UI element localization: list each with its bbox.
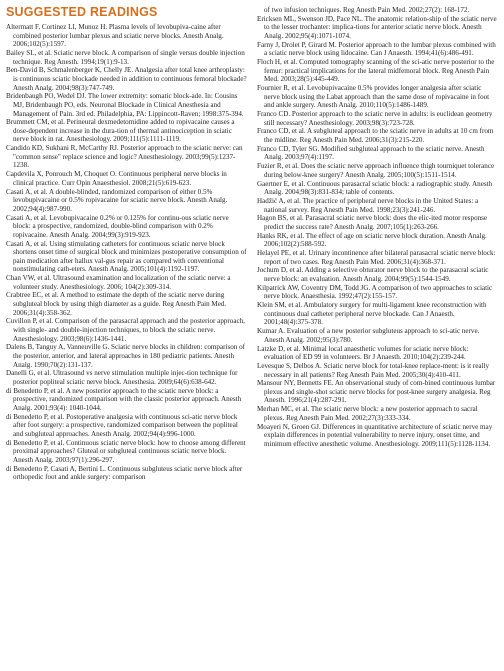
reference-item: Farny J, Drolet P, Girard M. Posterior approach to the lumbar plexus combined with a sciatic nerve block using lidocaine. Can J Anaesth. 1994;41(6):486-491. <box>257 40 496 58</box>
reference-item: Kumar A. Evaluation of a new posterior subgluteus approach to sci-atic nerve. Anesth Analg. 2002;95(3):780. <box>257 327 480 344</box>
reference-item: Dalens B, Tanguy A, Vanneuville G. Sciatic nerve blocks in children: comparison of the posterior, anterior, and lateral approaches in 180 pediatric patients. Anesth Analg. 1990;70(2):131-137. <box>6 343 245 369</box>
reference-item: Casati A, et al. A double-blinded, randomized comparison of either 0.5% levobupivacaine or 0.5% ropivacaine for sciatic nerve block. Anesth Analg. 2002;94(4):987-990. <box>6 187 228 213</box>
reference-item: Cuvillon P, et al. Comparison of the parasacral approach and the posterior approach, with single- and double-injection techniques, to block the sciatic nerve. Anesthesiology. 2003;98(6):1436-1441. <box>6 317 245 343</box>
reference-item: Casati A, et al. Using stimulating catheters for continuous sciatic nerve block shortens onset time of surgical block and minimizes postoperative consumption of pain medication after hallux val-gus repair as compared with conventional nonstimulating cath-eters. Anesth Analg. 2005;101(4):1192-1197. <box>6 239 247 274</box>
reference-item: Hadžić A, et al. The practice of peripheral nerve blocks in the United States: a national survey. Reg Anesth Pain Med. 1998;23(3):241-246. <box>257 196 479 214</box>
reference-item: Hanks RK, et al. The effect of age on sciatic nerve block duration. Anesth Analg. 2006;102(2):588-592. <box>257 231 487 249</box>
reference-item: Casati A, et al. Levobupivacaine 0.2% or 0.125% for continu-ous sciatic nerve block: a prospective, randomized, double-blind comparison with 0.2% ropivacaine. Anesth Analg. 2004;99(3):919-923. <box>6 213 229 239</box>
right-reference-list <box>257 15 498 449</box>
reference-item: Altermatt F, Cortinez LI, Munoz H. Plasma levels of levobupiva-caine after combined posterior lumbar plexus and sciatic nerve blocks. Anesth Analg. 2006;102(5):1597. <box>6 23 224 49</box>
reference-item: Bridenbaugh PO, Wedel DJ. The lower extremity: somatic block-ade. In: Cousins MJ, Bridenbaugh PO, eds. Neuronal Blockade in Clinical Anesthesia and Management of Pain. 3rd ed. Philadelphia, PA: Lippincott-Raven; 1998:375-394. <box>6 92 244 118</box>
reference-item: Danelli G, et al. Ultrasound vs nerve stimulation multiple injec-tion technique for posterior popliteal sciatic nerve block. Anesthesia. 2009;64(6):638-642. <box>6 369 238 386</box>
reference-item: Hagon BS, et al. Parasacral sciatic nerve block: does the elic-ited motor response predict the success rate? Anesth Analg. 2007;105(1):263-266. <box>257 214 488 231</box>
reference-item: Franco CD, Tyler SG. Modified subgluteal approach to the sciatic nerve. Anesth Analg. 2003;97(4):1197. <box>257 144 485 162</box>
reference-item: Ericksen ML, Swenson JD, Pace NL. The anatomic relation-ship of the sciatic nerve to the lesser trochanter: implica-tions for anterior sciatic nerve block. Anesth Analg. 2002;95(4):1071-1074. <box>257 14 497 40</box>
reference-item: Latzke D, et al. Minimal local anaesthetic volumes for sciatic nerve block: evaluation of ED 99 in volunteers. Br J Anaesth. 2010;104(2):239-244. <box>257 344 469 362</box>
section-heading: SUGGESTED READINGS <box>6 5 158 19</box>
reference-item: di Benedetto P, et al. A new posterior approach to the sciatic nerve block: a prospective, randomized comparison with the classic posterior approach. Anesth Analg. 2001;93(4): 1040-1044. <box>6 386 242 412</box>
reference-item: Mansour NY, Bennetts FE. An observational study of com-bined continuous lumbar plexus and single-shot sciatic nerve blocks for post-knee surgery analgesia. Reg Anesth. 1996;21(4):287-291. <box>257 379 496 405</box>
reference-item: Candido KD, Sukhani R, McCarthy RJ. Posterior approach to the sciatic nerve: can "common sense" replace science and logic? Anesthesiology. 2003;99(5):1237-1238. <box>6 144 243 170</box>
reference-item: Floch H, et al. Computed tomography scanning of the sci-atic nerve posterior to the femur: practical implications for the lateral midfemoral block. Reg Anesth Pain Med. 2003;28(5):445-449. <box>257 58 495 84</box>
reference-item: Crabtree EC, et al. A method to estimate the depth of the sciatic nerve during subgluteal block by using thigh diameter as a guide. Reg Anesth Pain Med. 2006;31(4):358-362. <box>6 291 227 317</box>
reference-item: Bailey SL, et al. Sciatic nerve block. A comparison of single versus double injection technique. Reg Anesth. 1994;19(1):9-13. <box>6 48 245 66</box>
reference-item: Kilpatrick AW, Coventry DM, Todd JG. A comparison of two approaches to sciatic nerve block. Anaesthesia. 1992;47(2):155-157. <box>257 283 493 301</box>
reference-item: di Benedetto P, et al. Continuous sciatic nerve block: how to choose among different proximal approaches? Gluteal or subgluteal continuous sciatic nerve block. Anesth Analg. 2003;97(1):296-297. <box>6 438 246 464</box>
left-column <box>6 6 247 671</box>
reference-item: di Benedetto P, et al. Postoperative analgesia with continuous sci-atic nerve block after foot surgery: a prospective, randomized comparison between the popliteal and subgluteal approaches. Anesth Analg. 2002;94(4):996-1000. <box>6 412 238 438</box>
reference-item: Moayeri N, Groen GJ. Differences in quantitative architecture of sciatic nerve may explain differences in potential vulnerability to nerve injury, onset time, and minimum effective anesthetic volume. Anesthesiology. 2009;111(5):1128-1134. <box>257 422 493 448</box>
reference-item: Chan VW, et al. Ultrasound examination and localization of the sciatic nerve: a volunteer study. Anesthesiology. 2006; 104(2):309-314. <box>6 274 231 291</box>
reference-item: Ben-David B, Schmalenberger K, Chelly JE. Analgesia after total knee arthroplasty: is continuous sciatic blockade needed in addition to continuous femoral blockade? Anesth Analg. 2004;98(3):747-749. <box>6 66 247 92</box>
reference-item: Jochum D, et al. Adding a selective obturator nerve block to the parasacral sciatic nerve block: an evaluation. Anesth Analg. 2004;99(5):1544-1549. <box>257 266 489 284</box>
reference-item: Capdevila X, Ponrouch M, Choquet O. Continuous peripheral nerve blocks in clinical practice. Curr Opin Anaesthesiol. 2008;21(5):619-623. <box>6 170 227 187</box>
reference-item: Helayel PE, et al. Urinary incontinence after bilateral parasacral sciatic nerve block: report of two cases. Reg Anesth Pain Med. 2006;31(4):368-371. <box>257 249 496 266</box>
reference-item: Levesque S, Delbos A. Sciatic nerve block for total-knee replace-ment: is it really necessary in all patients? Reg Anesth Pain Med. 2005;30(4):410-411. <box>257 361 490 379</box>
reference-item: Franco CD. Posterior approach to the sciatic nerve in adults: is euclidean geometry still necessary? Anesthesiology. 2003;98(3):723-728. <box>257 110 493 127</box>
left-reference-list <box>6 23 247 482</box>
right-column <box>257 6 498 671</box>
reference-continuation: of two infusion techniques. Reg Anesth Pain Med. 2002;27(2): 168-172. <box>264 6 470 14</box>
reference-item: Fuzier R, et al. Does the sciatic nerve approach influence thigh tourniquet tolerance during below-knee surgery? Anesth Analg. 2005;100(5):1511-1514. <box>257 162 495 179</box>
reference-item: Franco CD, et al. A subgluteal approach to the sciatic nerve in adults at 10 cm from the midline. Reg Anesth Pain Med. 2006;31(3):215-220. <box>257 127 494 145</box>
reference-item: Klein SM, et al. Ambulatory surgery for multi-ligament knee reconstruction with continuous dual catheter peripheral nerve blockade. Can J Anaesth. 2001;48(4):375-378. <box>257 301 487 327</box>
reference-item: Merhan MC, et al. The sciatic nerve block: a new posterior approach to sacral plexus. Reg Anesth Pain Med. 2002;27(3):333-334. <box>257 405 478 422</box>
reference-item: di Benedetto P, Casati A, Bertini L. Continuous subgluteus sciatic nerve block after orthopedic foot and ankle surgery: comparison <box>6 464 243 482</box>
reference-item: Brummett CM, et al. Perineural dexmedetomidine added to ropivacaine causes a dose-dependent increase in the dura-tion of thermal antinociception in sciatic nerve block in rat. Anesthesiology. 2009;111(5):1111-1119. <box>6 118 235 144</box>
reference-item: Fournier R, et al. Levobupivacaine 0.5% provides longer analgesia after sciatic nerve block using the Labat approach than the same dose of ropivacaine in foot and ankle surgery. Anesth Analg. 2010;110(5):1486-1489. <box>257 84 490 110</box>
reference-item: Gaertner E, et al. Continuous parasacral sciatic block: a radiographic study. Anesth Analg. 2004;98(3):831-834; table of contents. <box>257 179 493 197</box>
